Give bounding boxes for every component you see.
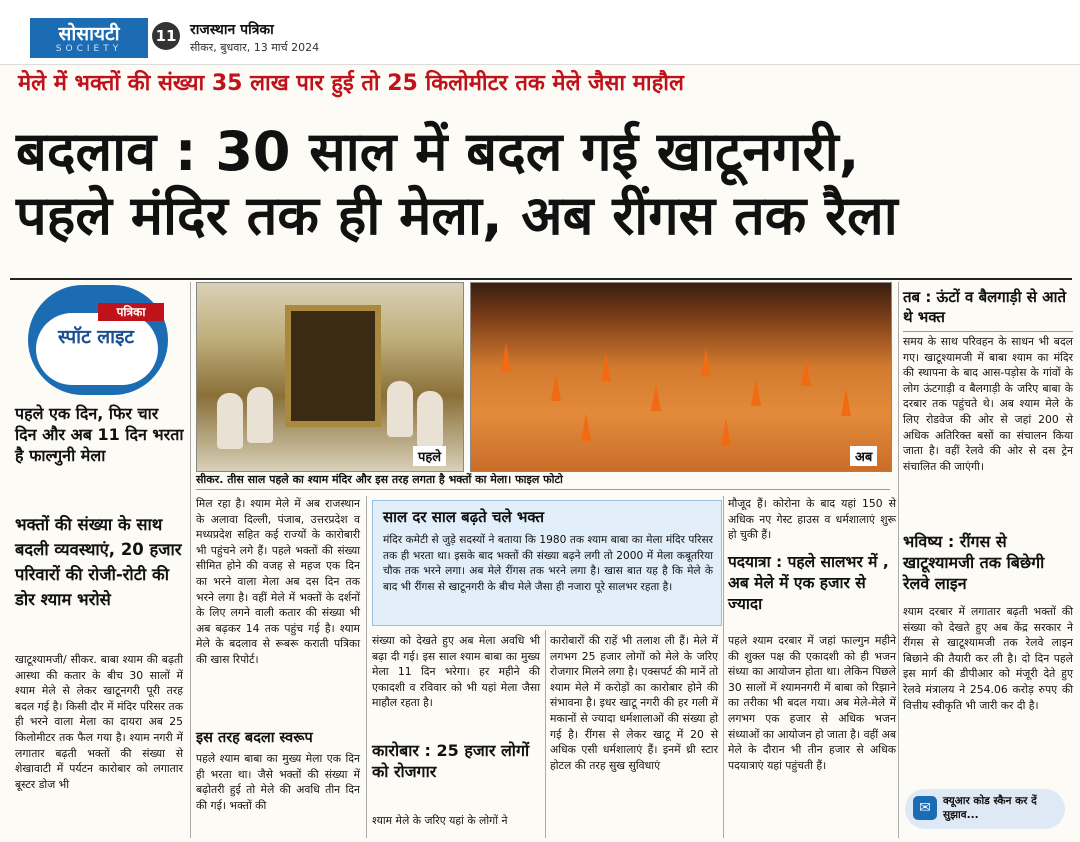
article-col-2b: पहले श्याम बाबा का मुख्य मेला एक दिन ही भरता था। जैसे भक्तों की संख्या में बढ़ोतरी हुई तो मेले की अवधि तीन दिन की गई। भक्तों की bbox=[196, 752, 360, 812]
photo-temple-before bbox=[196, 282, 464, 472]
spotlight-logo bbox=[28, 285, 173, 400]
column-divider bbox=[898, 282, 899, 838]
article-col-5a: मौजूद हैं। कोरोना के बाद यहां 150 से अधिक नए गेस्ट हाउस व धर्मशालाएं शुरू हो चुकी हैं। bbox=[728, 497, 896, 542]
chat-icon: ✉ bbox=[913, 796, 937, 820]
section-name-en: SOCIETY bbox=[55, 44, 123, 54]
left-pull-quote: पहले एक दिन, फिर चार दिन और अब 11 दिन भरता है फाल्गुनी मेला bbox=[15, 404, 184, 465]
column-divider bbox=[723, 496, 724, 838]
spotlight-title: स्पॉट लाइट bbox=[57, 326, 134, 348]
info-box bbox=[372, 500, 722, 626]
section-tag bbox=[30, 18, 148, 58]
subhead-swaroop: इस तरह बदला स्वरूप bbox=[196, 730, 313, 746]
column-divider bbox=[190, 282, 191, 838]
photo-crowd-now bbox=[470, 282, 892, 472]
article-col-6: श्याम दरबार में लगातार बढ़ती भक्तों की संख्या को देखते हुए अब केंद्र सरकार ने रींगस से खाटूश्यामजी तक रेलवे लाइन बिछाने की तैयारी कर ली है। दो दिन पहले इस मार्ग की डीपीआर को मंजूरी देते हुए रेलवे मंत्रालय ने 254.06 करोड़ रुपए की वित्तीय स्वीकृति भी जारी कर दी है। bbox=[903, 605, 1073, 712]
article-col-5: पहले श्याम दरबार में जहां फाल्गुन महीने की शुक्ल पक्ष की एकादशी को ही भजन संध्या का आयोजन होता था। लेकिन पिछले 30 सालों में श्यामनगरी में बाबा को रिझाने का तरीका भी बदल गया। अब मेले-मेले में लगभग एक हजार से अधिक भजन संध्याओं का आयोजन हो जाता है। वहीं अब मेले के दौरान भी तीन हजार से अधिक पदयात्राएं यहां पहुंचती हैं। bbox=[728, 634, 896, 772]
article-col-2: मिल रहा है। श्याम मेले में अब राजस्थान के अलावा दिल्ली, पंजाब, उत्तरप्रदेश व मध्यप्रदेश सहित कई राज्यों के कारोबारी भी पहुंचने लगे हैं। पहले भक्तों की संख्या सीमित होने की वजह से महज एक दिन का भरने वाला मेला अब दस दिन तक भरने लगा है। वहीं मेले में भक्तों के दर्शनों के लिए लगने वाली कतार की संख्या भी अब बढ़कर 14 तक पहुंच गई है। श्याम मेले के बदलाव से रूबरू कराती पत्रिका की खास रिपोर्ट। bbox=[196, 497, 360, 666]
column-divider bbox=[545, 630, 546, 838]
main-headline bbox=[16, 120, 1076, 248]
subhead-padyatra: पदयात्रा : पहले सालभर में , अब मेले में एक हजार से ज्यादा bbox=[728, 553, 889, 613]
info-box-heading: साल दर साल बढ़ते चले भक्त bbox=[383, 508, 544, 526]
subhead-karobar: कारोबार : 25 हजार लोगों को रोजगार bbox=[372, 741, 530, 781]
article-col-6a: समय के साथ परिवहन के साधन भी बदल गए। खाटूश्यामजी में बाबा श्याम का मंदिर की स्थापना के बाद आस-पड़ोस के गांवों के लोग ऊंटगाड़ी व बैलगाड़ी के जरिए बाबा के दरबार तक पहुंचते थे। अब श्याम मेले के लिए रोडवेज की ओर से जहां 200 से अधिक अतिरिक्त बसों का संचालन किया जाता है। वहीं रेलवे की ओर से दस ट्रेन संचालित की जाएंगी। bbox=[903, 335, 1073, 473]
article-col-3b: श्याम मेले के जरिए यहां के लोगों ने bbox=[372, 814, 508, 827]
right-head-tab: तब : ऊंटों व बैलगाड़ी से आते थे भक्त bbox=[903, 287, 1073, 332]
paper-name: राजस्थान पत्रिका bbox=[190, 22, 274, 38]
photo-caption: सीकर. तीस साल पहले का श्याम मंदिर और इस तरह लगता है भक्तों का मेला। फाइल फोटो bbox=[196, 472, 890, 490]
info-box-text: मंदिर कमेटी से जुड़े सदस्यों ने बताया कि 1980 तक श्याम बाबा का मेला मंदिर परिसर तक ही भरता था। इसके बाद भक्तों की संख्या बढ़ने लगी तो 2000 में मेला कबूतरिया चौक तक भरने लगा। अब मेले रींगस तक भरने लगा है। खास बात यह है कि मेले के बाद भी रींगस से खाटूनगरी के बीच मेले जैसा ही नजारा पूरे सालभर रहता है। bbox=[383, 534, 713, 593]
left-subhead: भक्तों की संख्या के साथ बदली व्यवस्थाएं, 20 हजार परिवारों की रोजी-रोटी की डोर श्याम भरोसे bbox=[15, 515, 182, 609]
right-head-bhavishya: भविष्य : रींगस से खाटूश्यामजी तक बिछेगी रेलवे लाइन bbox=[903, 532, 1045, 593]
dateline: सीकर, बुधवार, 13 मार्च 2024 bbox=[190, 41, 320, 54]
section-name: सोसायटी bbox=[58, 23, 120, 45]
qr-text: क्यूआर कोड स्कैन कर दें सुझाव... bbox=[943, 795, 1037, 821]
kicker-headline: मेले में भक्तों की संख्या 35 लाख पार हुई तो 25 किलोमीटर तक मेले जैसा माहौल bbox=[18, 71, 684, 96]
article-col-3: संख्या को देखते हुए अब मेला अवधि भी बढ़ा दी गई। इस साल श्याम बाबा का मुख्य मेला 11 दिन भरेगा। हर महीने की एकादशी व रविवार को भी यहां मेला जैसा माहौल रहता है। bbox=[372, 634, 540, 710]
column-divider bbox=[366, 496, 367, 838]
headline-rule bbox=[10, 278, 1072, 280]
spotlight-tag: पत्रिका bbox=[98, 303, 164, 321]
article-col-1: खाटूश्यामजी/ सीकर. बाबा श्याम की बढ़ती आस्था की कतार के बीच 30 सालों में श्याम मेले से लेकर खाटूनगरी पूरी तरह बदल गई है। किसी दौर में मंदिर परिसर तक ही भरने वाला मेला का दायरा अब 25 किलोमीटर तक फैल गया है। श्याम नगरी में लगातार बढ़ती भक्तों की संख्या से शेखावाटी में पर्यटन कारोबार को लगातार बूस्टर डोज भी bbox=[15, 653, 183, 791]
headline-line-2: पहले मंदिर तक ही मेला, अब रींगस तक रैला bbox=[16, 184, 898, 247]
qr-feedback-badge bbox=[905, 789, 1065, 829]
article-col-4: कारोबारों की राहें भी तलाश ली हैं। मेले में लगभग 25 हजार लोगों को मेले के जरिए रोजगार मिलने लगा है। एक्सपर्ट की मानें तो श्याम मेले में करोड़ों का कारोबार होने की संभावना है। इधर खाटू नगरी की हर गली में मकानों से ज्यादा धर्मशालाओं की संख्या हो गई है। रींगस से लेकर खाटू में 20 से अधिक एसी धर्मशालाएं हैं। इनमें थ्री स्टार होटल की तरह सुख सुविधाएं bbox=[550, 634, 718, 772]
page-number: 11 bbox=[152, 22, 180, 50]
photo-label-before: पहले bbox=[413, 446, 446, 466]
headline-line-1: बदलाव : 30 साल में बदल गई खाटूनगरी, bbox=[16, 120, 860, 183]
photo-label-now: अब bbox=[850, 446, 877, 466]
